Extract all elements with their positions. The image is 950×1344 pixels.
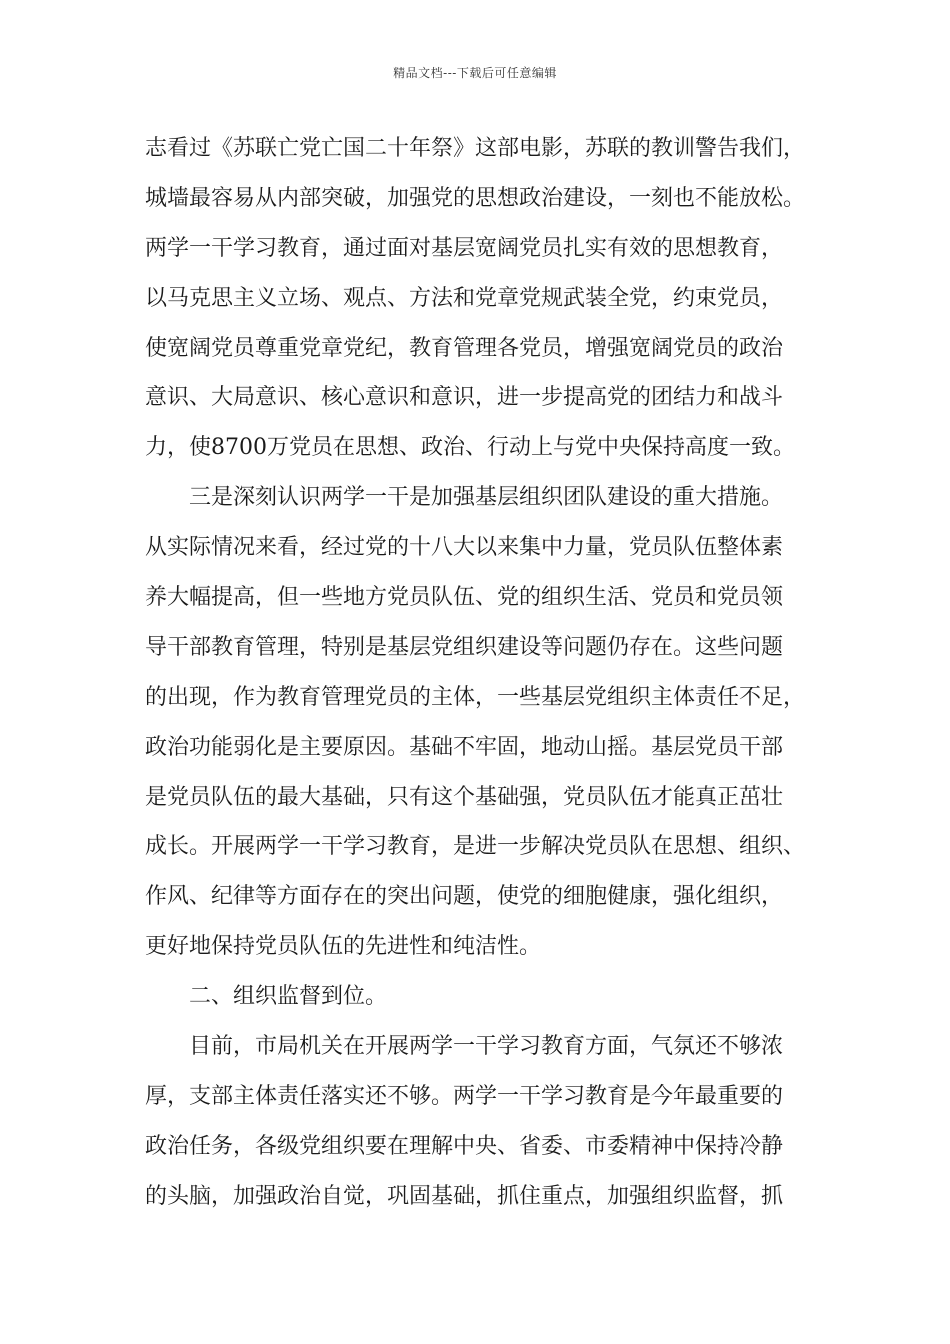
text-line: 意识、大局意识、核心意识和意识，进一步提高党的团结力和战斗 [145, 385, 784, 411]
text-line: 以马克思主义立场、观点、方法和党章党规武装全党，约束党员， [145, 285, 784, 311]
text-line: 使宽阔党员尊重党章党纪，教育管理各党员，增强宽阔党员的政治 [145, 335, 784, 361]
text-line: 的出现，作为教育管理党员的主体，一些基层党组织主体责任不足， [145, 684, 806, 710]
text-line: 作风、纪律等方面存在的突出问题，使党的细胞健康，强化组织， [145, 884, 784, 910]
text-line: 是党员队伍的最大基础，只有这个基础强，党员队伍才能真正茁壮 [145, 784, 784, 810]
text-line: 城墙最容易从内部突破，加强党的思想政治建设，一刻也不能放松。 [145, 185, 806, 211]
text-line: 两学一干学习教育，通过面对基层宽阔党员扎实有效的思想教育， [145, 235, 784, 261]
document-body [145, 130, 835, 1228]
text-line: 厚，支部主体责任落实还不够。两学一干学习教育是今年最重要的 [145, 1083, 784, 1109]
paragraph-start-line: 目前，市局机关在开展两学一干学习教育方面，气氛还不够浓 [189, 1034, 784, 1060]
text-line: 政治任务，各级党组织要在理解中央、省委、市委精神中保持冷静 [145, 1133, 784, 1159]
text-line: 志看过《苏联亡党亡国二十年祭》这部电影，苏联的教训警告我们， [145, 136, 806, 161]
text-line: 从实际情况来看，经过党的十八大以来集中力量，党员队伍整体素 [145, 535, 784, 561]
text-line: 的头脑，加强政治自觉，巩固基础，抓住重点，加强组织监督，抓 [145, 1183, 784, 1209]
text-line: 政治功能弱化是主要原因。基础不牢固，地动山摇。基层党员干部 [145, 734, 784, 760]
text-line: 更好地保持党员队伍的先进性和纯洁性。 [145, 934, 542, 960]
paragraph-start-line: 三是深刻认识两学一干是加强基层组织团队建设的重大措施。 [189, 485, 784, 511]
section-heading: 二、组织监督到位。 [189, 984, 388, 1010]
text-line: 导干部教育管理，特别是基层党组织建设等问题仍存在。这些问题 [145, 634, 784, 660]
text-line: 力，使8700万党员在思想、政治、行动上与党中央保持高度一致。 [145, 435, 795, 461]
text-line: 养大幅提高，但一些地方党员队伍、党的组织生活、党员和党员领 [145, 585, 784, 611]
text-line: 成长。开展两学一干学习教育，是进一步解决党员队在思想、组织、 [145, 834, 806, 860]
page-header: 精品文档---下载后可任意编辑 [393, 66, 557, 80]
